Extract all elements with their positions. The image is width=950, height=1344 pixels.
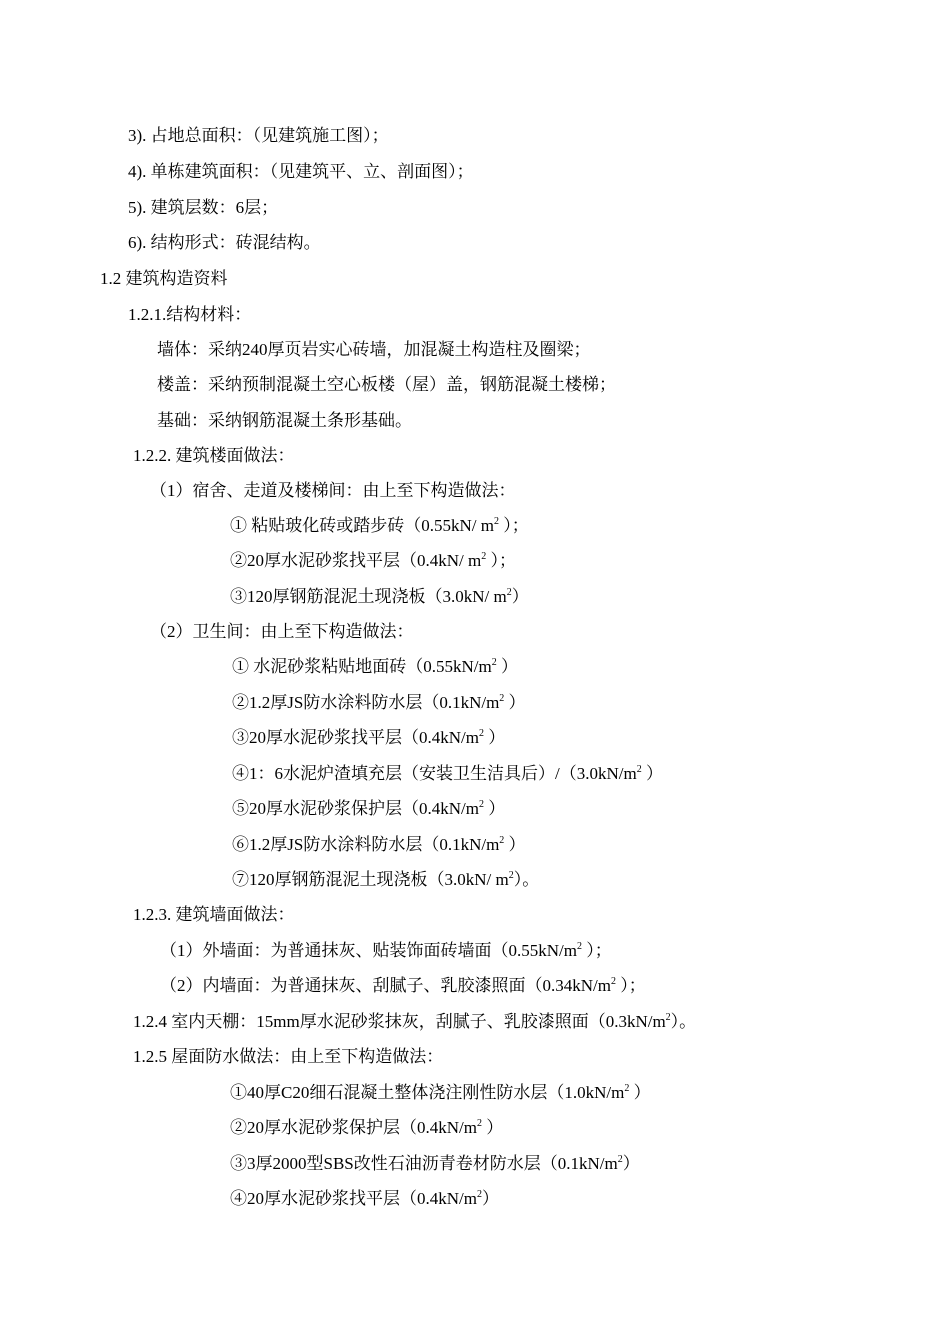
subsection-heading-1-2-1: 1.2.1.结构材料：: [128, 305, 252, 324]
text-line-5: 5). 建筑层数：6层；: [128, 198, 279, 217]
text-line-6: 6). 结构形式：砖混结构。: [128, 233, 321, 252]
text-line-wall: 墙体：采纳240厚页岩实心砖墙，加混凝土构造柱及圈梁；: [157, 340, 591, 359]
text-line-exterior-wall: （1）外墙面：为普通抹灰、贴装饰面砖墙面（$0.55kN/m^2$ ）；: [160, 941, 612, 960]
list-heading-dormitory: （1）宿舍、走道及楼梯间：由上至下构造做法：: [150, 481, 516, 500]
list-item-7: ⑦120厚钢筋混泥土现浇板（3.0kN/ $m^2$）。: [232, 870, 540, 889]
list-item-1: ① 水泥砂浆粘贴地面砖（$0.55kN/m^2$ ）: [232, 657, 518, 676]
list-heading-bathroom: （2）卫生间：由上至下构造做法：: [150, 622, 414, 641]
text-line-interior-wall: （2）内墙面：为普通抹灰、刮腻子、乳胶漆照面（$0.34kN/m^2$ ）；: [160, 976, 646, 995]
text-line-3: 3). 占地总面积：（见建筑施工图）；: [128, 126, 389, 145]
list-item-2: ②20厚水泥砂浆保护层（$0.4kN/m^2$ ）: [230, 1118, 504, 1137]
text-line-foundation: 基础：采纳钢筋混凝土条形基础。: [157, 411, 412, 430]
list-item-2: ②1.2厚JS防水涂料防水层（$0.1kN/m^2$ ）: [232, 693, 526, 712]
list-item-1: ① 粘贴玻化砖或踏步砖（0.55kN/ $m^2$ ）；: [230, 516, 529, 535]
list-item-1: ①40厚C20细石混凝土整体浇注刚性防水层（$1.0kN/m^2$ ）: [230, 1083, 651, 1102]
list-item-4: ④1：6水泥炉渣填充层（安装卫生洁具后）$/(3.0kN/m^2$ ）: [232, 764, 663, 783]
subsection-heading-1-2-5: 1.2.5 屋面防水做法：由上至下构造做法：: [133, 1047, 444, 1066]
subsection-heading-1-2-4: 1.2.4 室内天棚：15mm厚水泥砂浆抹灰，刮腻子、乳胶漆照面$(0.3kN/m^2)$。: [133, 1012, 697, 1031]
subsection-heading-1-2-2: 1.2.2. 建筑楼面做法：: [133, 446, 295, 465]
list-item-3: ③3厚2000型SBS改性石油沥青卷材防水层$(0.1kN/m^2)$: [230, 1154, 640, 1173]
list-item-2: ②20厚水泥砂浆找平层（0.4kN/ $m^2$ ）；: [230, 551, 516, 570]
section-heading-1-2: 1.2 建筑构造资料: [100, 269, 228, 288]
text-line-4: 4). 单栋建筑面积：（见建筑平、立、剖面图）；: [128, 162, 474, 181]
list-item-3: ③120厚钢筋混泥土现浇板（3.0kN/ $m^2$）: [230, 587, 529, 606]
list-item-6: ⑥1.2厚JS防水涂料防水层（$0.1kN/m^2$ ）: [232, 835, 526, 854]
list-item-5: ⑤20厚水泥砂浆保护层（$0.4kN/m^2$ ）: [232, 799, 506, 818]
list-item-4: ④20厚水泥砂浆找平层$(0.4kN/m^2)$: [230, 1189, 499, 1208]
subsection-heading-1-2-3: 1.2.3. 建筑墙面做法：: [133, 905, 295, 924]
list-item-3: ③20厚水泥砂浆找平层（$0.4kN/m^2$ ）: [232, 728, 506, 747]
text-line-floor: 楼盖：采纳预制混凝土空心板楼（屋）盖，钢筋混凝土楼梯；: [157, 375, 616, 394]
